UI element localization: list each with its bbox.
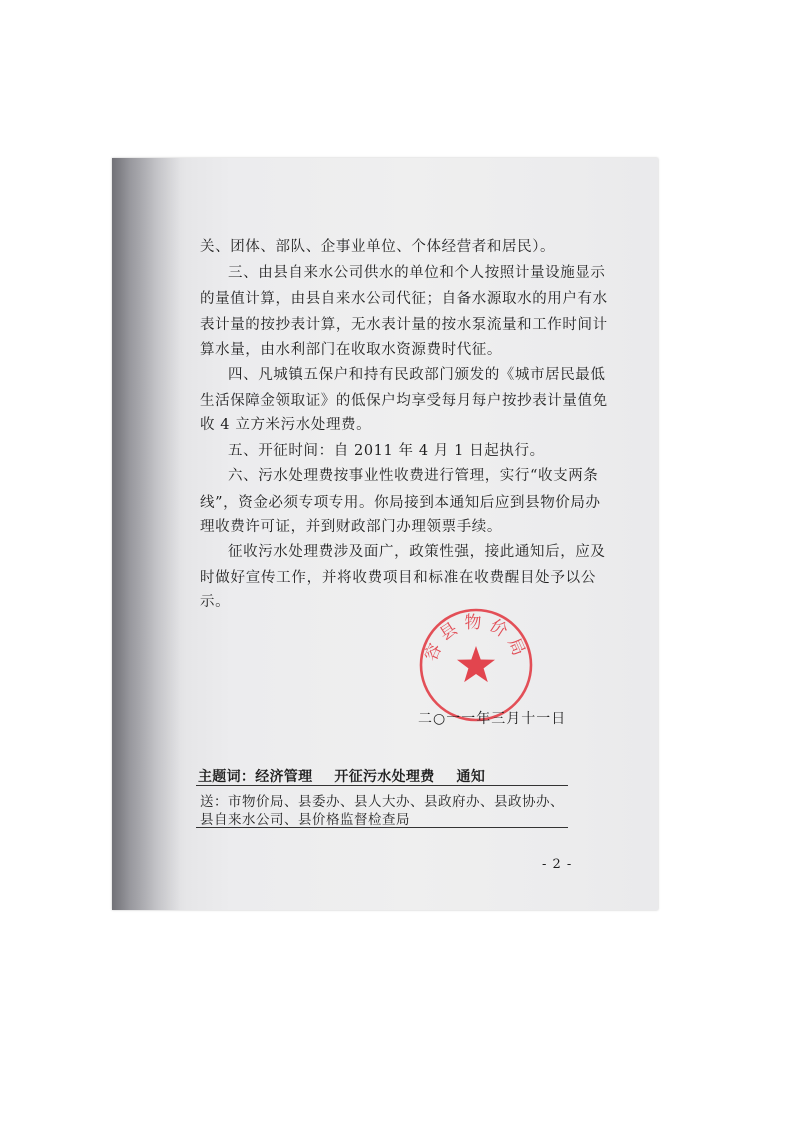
footer-rule-bottom — [196, 827, 568, 828]
body-line-15: 示。 — [200, 594, 231, 610]
body-line-8: 收 4 立方米污水处理费。 — [200, 417, 372, 433]
issue-date: 二○一一年三月十一日 — [418, 711, 567, 727]
body-line-4: 表计量的按抄表计算，无水表计量的按水泵流量和工作时间计 — [200, 317, 608, 333]
svg-text:容县物价局: 容县物价局 — [421, 613, 531, 665]
official-seal — [417, 606, 535, 724]
page-number: - 2 - — [542, 857, 573, 872]
body-line-6: 四、凡城镇五保户和持有民政部门颁发的《城市居民最低 — [228, 367, 606, 383]
body-line-10: 六、污水处理费按事业性收费进行管理，实行“收支两条 — [228, 468, 599, 484]
page-binding-shadow — [112, 158, 180, 910]
cc-line-1: 送：市物价局、县委办、县人大办、县政府办、县政协办、 — [200, 794, 564, 810]
body-line-14: 时做好宣传工作，并将收费项目和标准在收费醒目处予以公 — [200, 570, 596, 586]
body-line-11: 线”，资金必须专项专用。你局接到本通知后应到县物价局办 — [200, 495, 601, 511]
body-line-12: 理收费许可证，并到财政部门办理领票手续。 — [200, 519, 502, 535]
body-line-2: 三、由县自来水公司供水的单位和个人按照计量设施显示 — [228, 265, 606, 281]
body-line-7: 生活保障金领取证》的低保户均享受每月每户按抄表计量值免 — [200, 393, 608, 409]
keyword-2: 开征污水处理费 — [334, 769, 435, 785]
body-line-9: 五、开征时间：自 2011 年 4 月 1 日起执行。 — [228, 443, 545, 459]
keywords-label: 主题词：经济管理 — [198, 769, 313, 785]
keyword-3: 通知 — [456, 769, 486, 785]
body-line-13: 征收污水处理费涉及面广，政策性强，接此通知后，应及 — [228, 544, 606, 560]
body-line-5: 算水量，由水利部门在收取水资源费时代征。 — [200, 342, 502, 358]
body-line-3: 的量值计算，由县自来水公司代征；自备水源取水的用户有水 — [200, 291, 608, 307]
body-line-1: 关、团体、部队、企事业单位、个体经营者和居民）。 — [200, 239, 556, 255]
subject-keywords — [198, 766, 507, 786]
cc-line-2: 县自来水公司、县价格监督检查局 — [200, 812, 410, 828]
